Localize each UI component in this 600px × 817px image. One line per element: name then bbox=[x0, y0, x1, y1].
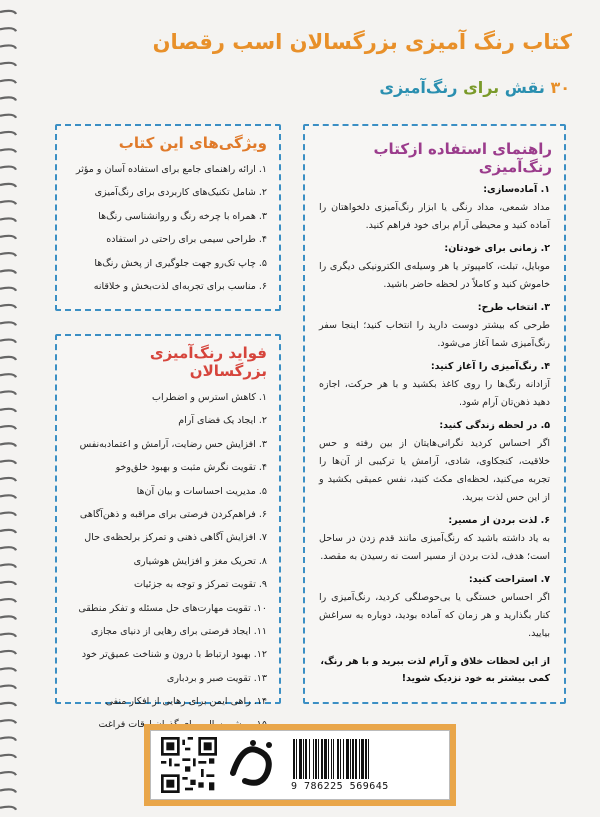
subtitle-word-3: رنگ‌آمیزی bbox=[379, 78, 458, 97]
subtitle-word-2: برای bbox=[463, 78, 500, 97]
list-item: ۹. تقویت تمرکز و توجه به جزئیات bbox=[133, 579, 267, 591]
guide-section bbox=[319, 243, 550, 294]
guide-heading: ۷. استراحت کنید: bbox=[468, 574, 550, 585]
list-item: ۶. فراهم‌کردن فرصتی برای مراقبه و ذهن‌آگاهی bbox=[79, 508, 267, 520]
list-item: ۴. تقویت نگرش مثبت و بهبود خلق‌وخو bbox=[115, 462, 267, 474]
guide-heading: ۴. رنگ‌آمیزی را آغاز کنید: bbox=[430, 361, 550, 372]
guide-heading: ۱. آماده‌سازی: bbox=[483, 184, 550, 195]
features-list bbox=[57, 158, 279, 298]
list-item: ۱۵. روشی سالم برای گذران اوقات فراغت bbox=[98, 719, 267, 731]
subtitle-word-1: نقش bbox=[504, 78, 545, 97]
guide-title: راهنمای استفاده ازکتاب رنگ‌آمیزی bbox=[373, 140, 552, 176]
guide-text: اگر احساس کردید نگرانی‌هایتان از بین رفته و حس خلاقیت، کنجکاوی، شادی، آرامش یا ترکیبی از آن‌ها را تجربه می‌کنید، لحظه‌ای مکث کنید، نفس عمیقی بکشید و از این حس لذت ببرید. bbox=[319, 438, 550, 503]
list-item: ۱۱. ایجاد فرصتی برای رهایی از دنیای مجازی bbox=[90, 625, 267, 637]
guide-section bbox=[319, 361, 550, 412]
guide-text: اگر احساس خستگی یا بی‌حوصلگی کردید، رنگ‌آمیزی را کنار بگذارید و هر زمان که آماده بودید، دوباره به سراغش بیایید. bbox=[319, 592, 550, 639]
guide-text: آزادانه رنگ‌ها را روی کاغذ بکشید و با هر حرکت، اجازه دهید ذهن‌تان آرام شود. bbox=[319, 379, 550, 408]
barcode-area bbox=[150, 730, 450, 800]
features-box bbox=[55, 124, 281, 311]
guide-text: طرحی که بیشتر دوست دارید را انتخاب کنید؛ اینجا سفر رنگ‌آمیزی شما آغاز می‌شود. bbox=[319, 320, 550, 349]
guide-section bbox=[319, 420, 550, 507]
list-item: ۲. ایجاد یک فضای آرام bbox=[178, 415, 267, 427]
list-item: ۱. کاهش استرس و اضطراب bbox=[152, 392, 267, 403]
guide-heading: ۳. انتخاب طرح: bbox=[477, 302, 550, 313]
guide-box bbox=[303, 124, 566, 704]
benefits-list bbox=[57, 386, 279, 737]
book-title: کتاب رنگ آمیزی بزرگسالان اسب رقصان bbox=[152, 30, 572, 54]
guide-section bbox=[319, 184, 550, 235]
list-item: ۲. شامل تکنیک‌های کاربردی برای رنگ‌آمیزی bbox=[94, 187, 267, 199]
list-item: ۳. همراه با چرخه رنگ و روانشناسی رنگ‌ها bbox=[98, 210, 267, 222]
list-item: ۵. چاپ تک‌رو جهت جلوگیری از پخش رنگ‌ها bbox=[94, 257, 267, 269]
guide-text: موبایل، تبلت، کامپیوتر یا هر وسیله‌ی الکترونیکی دیگری را خاموش کنید و کاملاً در لحظه حاضر باشید. bbox=[319, 261, 550, 290]
list-item: ۱۴. راهی ایمن برای رهایی از افکار منفی bbox=[105, 696, 267, 708]
features-title: ویژگی‌های این کتاب bbox=[118, 134, 267, 152]
guide-text: مداد شمعی، مداد رنگی یا ابزار رنگ‌آمیزی دلخواهتان را آماده کنید و محیطی آرام برای خود فراهم کنید. bbox=[319, 202, 550, 231]
benefits-box bbox=[55, 334, 281, 731]
barcode-icon bbox=[291, 739, 431, 779]
subtitle-number: ۳۰ bbox=[550, 78, 570, 97]
list-item: ۶. مناسب برای تجربه‌ای لذت‌بخش و خلاقانه bbox=[93, 280, 267, 292]
list-item: ۴. طراحی سیمی برای راحتی در استفاده bbox=[106, 234, 267, 246]
list-item: ۷. افزایش آگاهی ذهنی و تمرکز برلحظه‌ی حال bbox=[84, 532, 267, 544]
spiral-binding bbox=[0, 0, 22, 817]
guide-section bbox=[319, 302, 550, 353]
list-item: ۱۰. تقویت مهارت‌های حل مسئله و تفکر منطقی bbox=[78, 602, 267, 614]
list-item: ۵. مدیریت احساسات و بیان آن‌ها bbox=[136, 485, 267, 497]
guide-closing: از این لحظات خلاق و آرام لذت ببرید و با هر رنگ، کمی بیشتر به خود نزدیک شوید! bbox=[320, 656, 550, 684]
list-item: ۳. افزایش حس رضایت، آرامش و اعتمادبه‌نفس bbox=[79, 438, 267, 450]
guide-heading: ۶. لذت بردن از مسیر: bbox=[448, 515, 550, 526]
guide-section bbox=[319, 515, 550, 566]
guide-sections bbox=[305, 184, 564, 687]
list-item: ۱. ارائه راهنمای جامع برای استفاده آسان و مؤثر bbox=[75, 164, 267, 175]
list-item: ۱۳. تقویت صبر و بردباری bbox=[166, 672, 267, 684]
guide-heading: ۵. در لحظه زندگی کنید: bbox=[439, 420, 550, 431]
guide-section bbox=[319, 574, 550, 643]
subtitle bbox=[379, 78, 570, 97]
benefits-title: فواید رنگ‌آمیزی بزرگسالان bbox=[149, 344, 267, 380]
guide-text: به یاد داشته باشید که رنگ‌آمیزی مانند قدم زدن در ساحل است؛ هدف، لذت بردن از مسیر است نه رسیدن به مقصد. bbox=[319, 533, 550, 562]
list-item: ۸. تحریک مغز و افزایش هوشیاری bbox=[133, 555, 267, 567]
qr-code-icon bbox=[161, 737, 217, 793]
isbn-number: 9 786225 569645 bbox=[291, 781, 389, 792]
guide-heading: ۲. زمانی برای خودتان: bbox=[444, 243, 550, 254]
publisher-logo bbox=[223, 733, 285, 795]
list-item: ۱۲. بهبود ارتباط با درون و شناخت عمیق‌تر خود bbox=[81, 649, 267, 661]
